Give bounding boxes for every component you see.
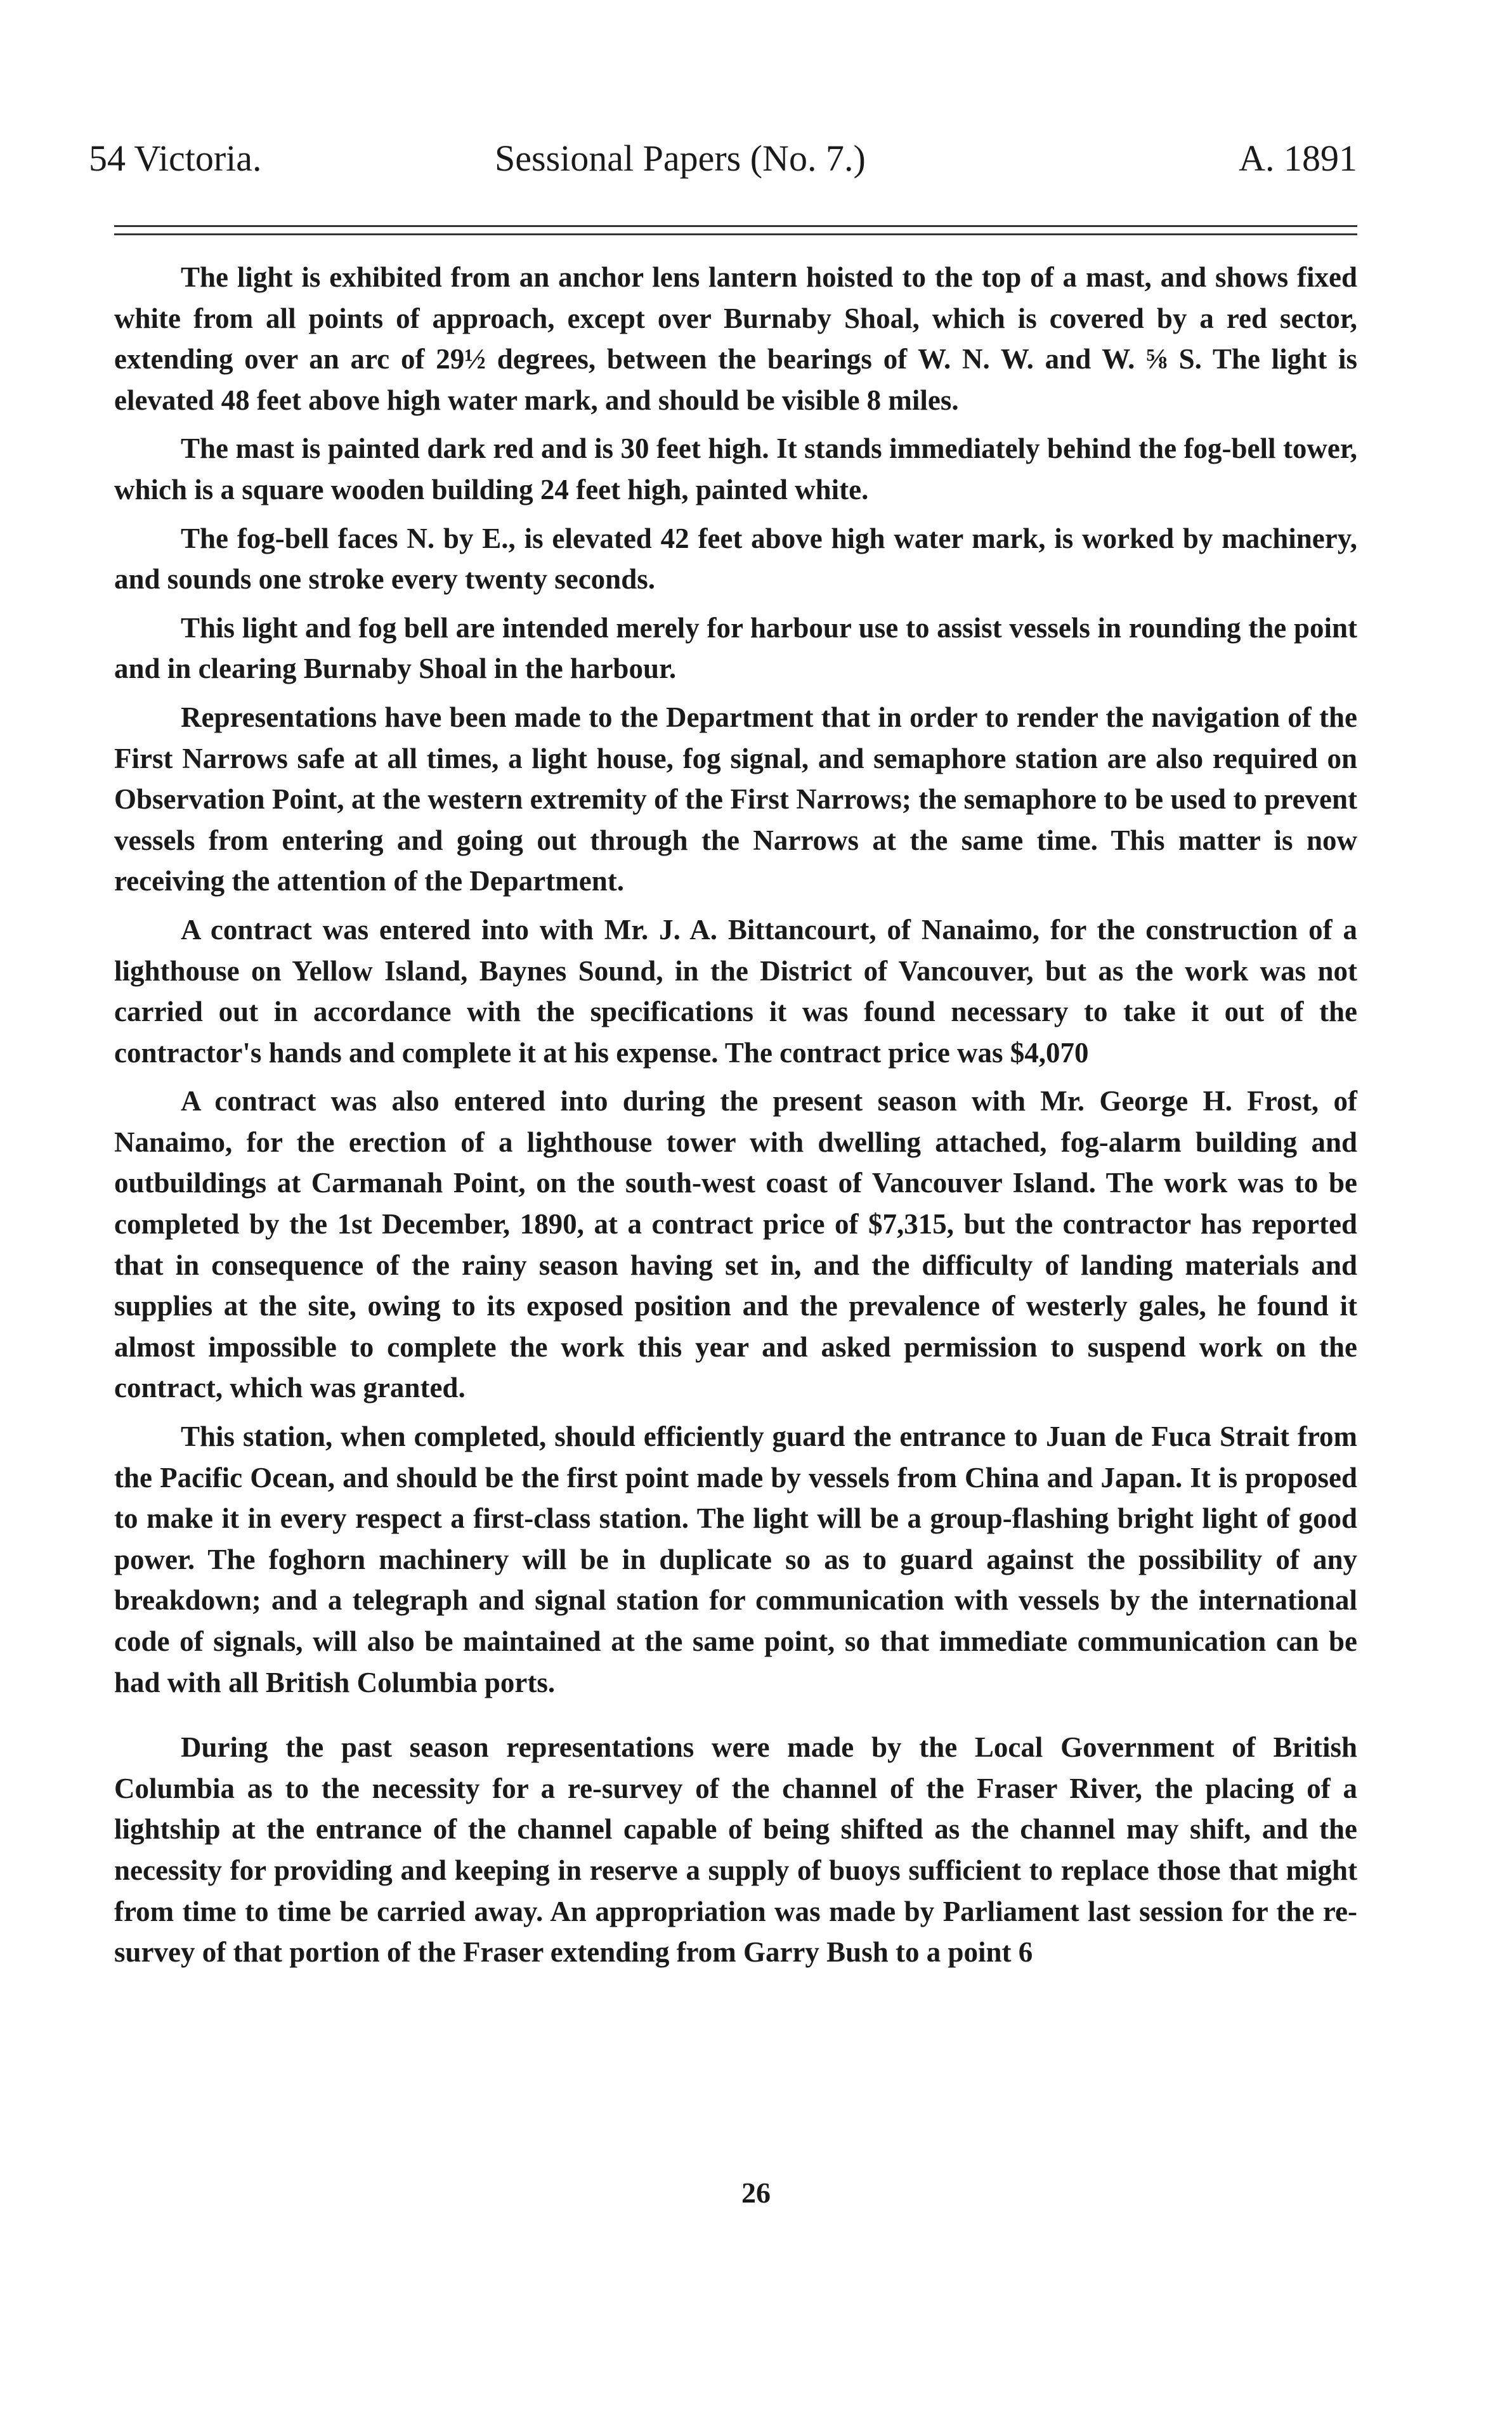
paragraph-station-purpose: This station, when completed, should efficiently guard the entrance to Juan de Fuca Strait from the Pacific Ocean, and should be the first point made by vessels from China and Japan. It is proposed to make it in every respect a first-class station. The light will be a group-flashing bright light of good power. The foghorn machinery will be in duplicate so as to guard against the possibility of any breakdown; and a telegraph and signal station for communication with vessels by the international code of signals, will also be maintained at the same point, so that immediate communication can be had with all British Columbia ports. — [114, 1421, 1357, 1698]
paragraph-mast: The mast is painted dark red and is 30 feet high. It stands immediately behind the fog-bell tower, which is a square wooden building 24 feet high, painted white. — [114, 433, 1357, 505]
paragraph-yellow-island: A contract was entered into with Mr. J. A. Bittancourt, of Nanaimo, for the construction of a lighthouse on Yellow Island, Baynes Sound, in the District of Vancouver, but as the work was not carried out in accordance with the specifications it was found necessary to take it out of the contractor's hands and complete it at his expense. The contract price was $4,070 — [114, 913, 1357, 1069]
running-header — [89, 127, 1357, 190]
paragraph-light-description: The light is exhibited from an anchor lens lantern hoisted to the top of a mast, and shows fixed white from all points of approach, except over Burnaby Shoal, which is covered by a red sector, extending over an arc of 29½ degrees, between the bearings of W. N. W. and W. ⅝ S. The light is elevated 48 feet above high water mark, and should be visible 8 miles. — [114, 261, 1357, 416]
header-volume: 54 Victoria. — [89, 138, 262, 179]
paragraph-harbour-use: This light and fog bell are intended merely for harbour use to assist vessels in rounding the point and in clearing Burnaby Shoal in the harbour. — [114, 611, 1357, 685]
page-number: 26 — [741, 2177, 771, 2209]
header-rule-bottom — [114, 233, 1357, 235]
paragraph-carmanah-point: A contract was also entered into during the present season with Mr. George H. Frost, of Nanaimo, for the erection of a lighthouse tower with dwelling attached, fog-alarm building and outbuildings at Carmanah Point, on the south-west coast of Vancouver Island. The work was to be completed by the 1st December, 1890, at a contract price of $7,315, but the contractor has reported that in consequence of the rainy season having set in, and the difficulty of landing materials and supplies at the site, owing to its exposed position and the prevalence of westerly gales, he found it almost impossible to complete the work this year and asked permission to suspend work on the contract, which was granted. — [114, 1085, 1357, 1404]
body-text — [114, 257, 1357, 1981]
paragraph-fraser-river: During the past season representations were made by the Local Government of British Columbia as to the necessity for a re-survey of the channel of the Fraser River, the placing of a lightship at the entrance of the channel capable of being shifted as the channel may shift, and the necessity for providing and keeping in reserve a supply of buoys sufficient to replace those that might from time to time be carried away. An appropriation was made by Parliament last session for the re-survey of that portion of the Fraser extending from Garry Bush to a point 6 — [114, 1731, 1357, 1969]
paragraph-fog-bell: The fog-bell faces N. by E., is elevated 42 feet above high water mark, is worked by machinery, and sounds one stroke every twenty seconds. — [114, 522, 1357, 596]
header-title: Sessional Papers (No. 7.) — [495, 138, 866, 179]
header-rule-top — [114, 225, 1357, 227]
header-year: A. 1891 — [1239, 138, 1357, 179]
paragraph-first-narrows: Representations have been made to the Department that in order to render the navigation of the First Narrows safe at all times, a light house, fog signal, and semaphore station are also required on Observation Point, at the western extremity of the First Narrows; the semaphore to be used to prevent vessels from entering and going out through the Narrows at the same time. This matter is now receiving the attention of the Department. — [114, 701, 1357, 897]
